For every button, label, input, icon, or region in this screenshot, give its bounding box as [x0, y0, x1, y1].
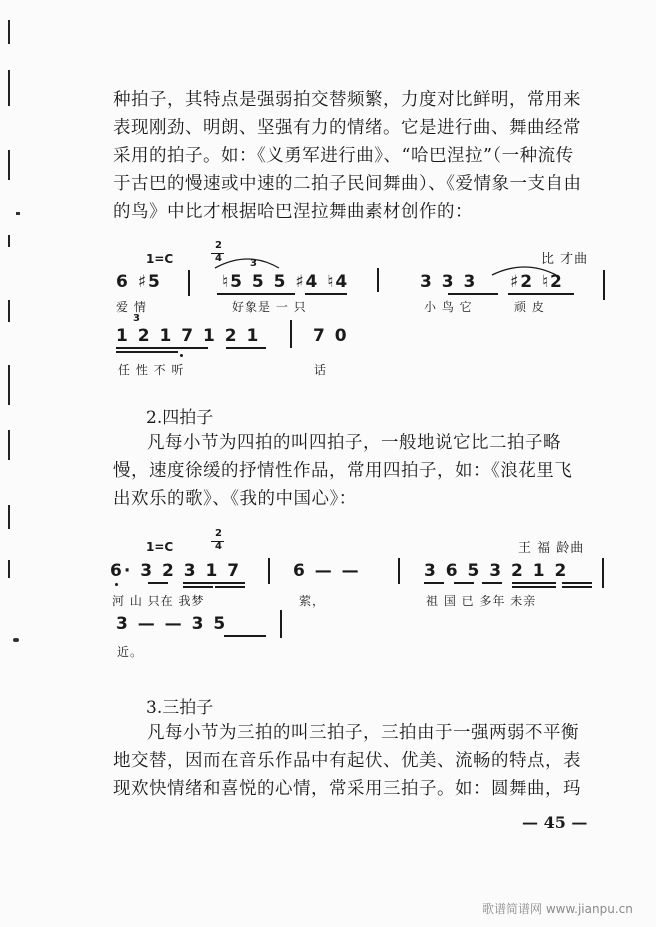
beat-underline — [508, 293, 574, 295]
lyrics-measure-3: 祖 国 已 多年 未亲 — [426, 594, 537, 608]
margin-dot — [13, 638, 19, 642]
notes-row2-measure-1: 3 — — 3 5 — [116, 614, 228, 634]
notes-measure-1: 6· 3 2 3 1 7 — [110, 561, 242, 581]
key-signature: 1=C — [146, 540, 174, 554]
text-line: 种拍子，其特点是强弱拍交替频繁，力度对比鲜明，常用来 — [113, 90, 581, 110]
lyrics-measure-1: 河 山 只在 我梦 — [112, 594, 205, 608]
bar-line — [188, 270, 190, 296]
text-line: 的鸟》中比才根据哈巴涅拉舞曲素材创作的： — [113, 202, 473, 222]
text-line: 凡每小节为四拍的叫四拍子，一般地说它比二拍子略 — [147, 433, 561, 453]
beat-underline — [183, 582, 245, 584]
section-heading-triple: 3.三拍子 — [146, 698, 214, 718]
text-line: 于古巴的慢速或中速的二拍子民间舞曲）、《爱情象一支自由 — [113, 174, 582, 194]
key-signature: 1=C — [146, 252, 174, 266]
bar-line — [268, 558, 270, 584]
binding-edge-mark — [8, 365, 10, 405]
binding-edge-mark — [8, 430, 10, 460]
beat-underline — [305, 293, 347, 295]
beat-underline — [148, 582, 168, 584]
beat-underline — [215, 586, 245, 588]
time-signature-numerator: 2 — [215, 240, 222, 251]
lyrics-measure-1: 爱 情 — [116, 300, 147, 314]
binding-edge-mark — [8, 70, 10, 106]
paragraph-quadruple-meter — [113, 429, 613, 513]
time-signature-numerator: 2 — [215, 528, 222, 539]
binding-edge-mark — [8, 150, 10, 180]
time-signature-denominator: 4 — [215, 541, 222, 552]
binding-edge-mark — [8, 20, 10, 44]
beat-underline — [224, 635, 266, 637]
octave-dot — [180, 354, 183, 357]
text-line: 表现刚劲、明朗、坚强有力的情绪。它是进行曲、舞曲经常 — [113, 118, 581, 138]
paragraph-duple-meter — [113, 86, 613, 226]
beat-underline — [116, 351, 178, 353]
binding-edge-mark — [8, 505, 10, 529]
site-watermark: 歌谱简谱网 www.jianpu.cn — [482, 902, 633, 916]
notes-measure-4: ♯2 ♮2 — [510, 272, 564, 292]
bar-line — [280, 610, 282, 638]
section-heading-quadruple: 2.四拍子 — [146, 408, 214, 428]
triplet-mark: 3 — [133, 313, 140, 324]
binding-edge-mark — [8, 235, 10, 247]
notes-measure-2: 6 — — — [293, 561, 361, 581]
lyrics-measure-3: 小 鸟 它 — [424, 300, 473, 314]
beat-underline — [512, 582, 556, 584]
lyrics-measure-4: 顽 皮 — [514, 300, 545, 314]
paragraph-triple-meter — [113, 719, 613, 803]
tie-mark — [490, 262, 560, 278]
lyrics-row2-measure-1: 近。 — [117, 645, 144, 659]
beat-underline — [226, 347, 266, 349]
octave-dot — [115, 583, 118, 586]
slur-mark — [213, 252, 283, 272]
text-line: 凡每小节为三拍的叫三拍子，三拍由于一强两弱不平衡 — [147, 723, 579, 743]
beat-underline — [116, 347, 208, 349]
beat-underline — [562, 586, 592, 588]
notes-row2-measure-1: 1 2 1 7 1 2 1 — [116, 326, 261, 346]
notes-measure-3: 3 6 5 3 2 1 2 — [424, 561, 569, 581]
beat-underline — [512, 586, 556, 588]
lyrics-measure-2: 好象是 一 只 — [232, 300, 307, 314]
bar-line — [398, 558, 400, 584]
lyrics-measure-2: 萦， — [299, 594, 326, 608]
text-line: 慢，速度徐缓的抒情性作品，常用四拍子，如：《浪花里飞 — [113, 461, 573, 481]
binding-edge-mark — [8, 560, 10, 578]
text-line: 地交替，因而在音乐作品中有起伏、优美、流畅的特点，表 — [113, 751, 581, 771]
page-number: — 45 — — [522, 813, 588, 832]
time-signature-denominator: 4 — [215, 253, 222, 264]
beat-underline — [562, 582, 592, 584]
lyrics-row2-measure-1: 任 性 不 听 — [118, 363, 185, 377]
beat-underline — [448, 293, 498, 295]
notes-measure-1: 6 ♯5 — [116, 272, 162, 292]
notes-measure-3: 3 3 3 — [420, 272, 478, 292]
composer-credit: 比 才曲 — [541, 252, 589, 267]
notes-measure-2: ♮5 5 5 ♯4 ♮4 — [222, 272, 350, 292]
bar-line — [602, 558, 604, 588]
beat-underline — [217, 293, 295, 295]
bar-line — [603, 270, 605, 300]
text-line: 出欢乐的歌》、《我的中国心》： — [113, 489, 357, 509]
text-line: 采用的拍子。如：《义勇军进行曲》、“哈巴涅拉”（一种流传 — [113, 146, 574, 166]
bar-line — [377, 268, 379, 292]
composer-credit: 王 福 龄曲 — [518, 541, 585, 556]
text-line: 现欢快情绪和喜悦的心情，常采用三拍子。如：圆舞曲，玛 — [113, 779, 581, 799]
beat-underline — [183, 586, 213, 588]
beat-underline — [482, 582, 502, 584]
beat-underline — [424, 582, 444, 584]
triplet-mark: 3 — [250, 258, 257, 269]
beat-underline — [454, 582, 474, 584]
bar-line — [290, 320, 292, 348]
lyrics-row2-measure-2: 话 — [314, 363, 328, 377]
binding-edge-mark — [8, 300, 10, 322]
margin-dot — [16, 212, 20, 215]
notes-row2-measure-2: 7 0 — [313, 326, 349, 346]
